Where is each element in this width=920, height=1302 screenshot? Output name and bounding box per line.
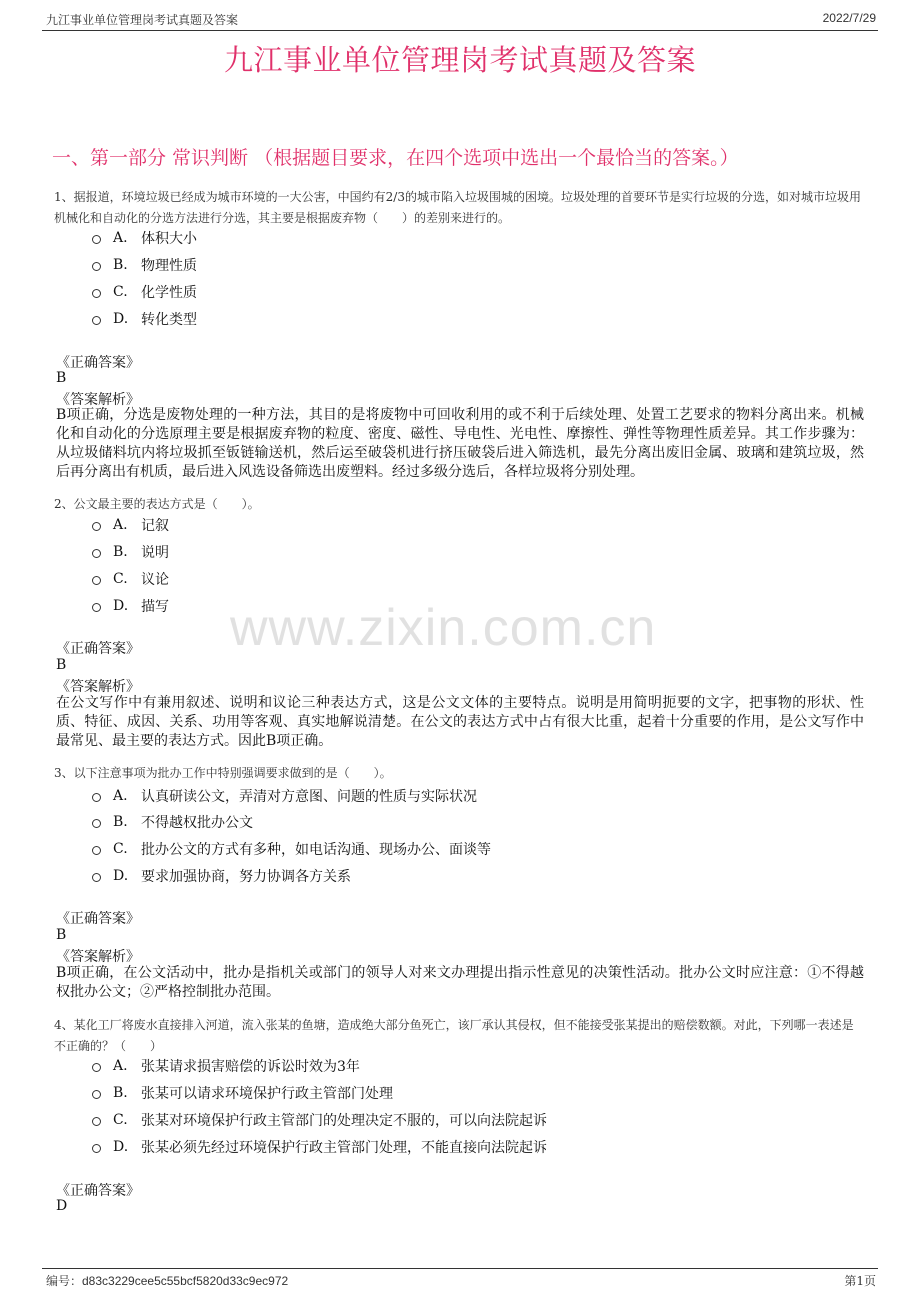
option-item[interactable] [92, 568, 169, 590]
analysis-label: 《答案解析》 [56, 679, 140, 695]
option-letter: B. [113, 257, 128, 273]
option-text: 不得越权批办公文 [141, 815, 253, 831]
footer-doc-code: 编号：d83c3229cee5c55bcf5820d33c9ec972 [46, 1274, 289, 1288]
option-text: 张某必须先经过环境保护行政主管部门处理，不能直接向法院起诉 [141, 1140, 547, 1156]
radio-icon[interactable] [92, 1144, 101, 1153]
option-text: 批办公文的方式有多种，如电话沟通、现场办公、面谈等 [141, 842, 491, 858]
option-letter: C. [113, 571, 128, 587]
correct-answer: B [56, 927, 67, 943]
option-item[interactable] [92, 1082, 393, 1104]
radio-icon[interactable] [92, 1090, 101, 1099]
footer-page-number: 第1页 [844, 1274, 876, 1288]
option-text: 张某请求损害赔偿的诉讼时效为3年 [141, 1059, 360, 1075]
option-text: 体积大小 [141, 231, 197, 247]
radio-icon[interactable] [92, 522, 101, 531]
analysis-text: B项正确，分选是废物处理的一种方法，其目的是将废物中可回收利用的或不利于后续处理、处置工艺要求的物料分离出来。机械化和自动化的分选原理主要是根据废弃物的粒度、密度、磁性、导电性、光电性、摩擦性、弹性等物理性质差异。其工作步骤为：从垃圾储料坑内将垃圾抓至钣链输送机，然后运至破袋机进行挤压破袋后进入筛选机，最先分离出废旧金属、玻璃和建筑垃圾，然后再分离出有机质，最后进入风选设备筛选出废塑料。经过多级分选后，各样垃圾将分别处理。 [56, 407, 864, 480]
option-text: 转化类型 [141, 312, 197, 328]
radio-icon[interactable] [92, 235, 101, 244]
option-text: 描写 [141, 599, 169, 615]
option-item[interactable] [92, 1109, 547, 1131]
radio-icon[interactable] [92, 793, 101, 802]
question-stem: 2、公文最主要的表达方式是（ ）。 [54, 497, 260, 511]
question-stem: 1、据报道，环境垃圾已经成为城市环境的一大公害，中国约有2/3的城市陷入垃圾围城的困境。垃圾处理的首要环节是实行垃圾的分选，如对城市垃圾用机械化和自动化的分选方法进行分选，其主要是根据废弃物（ ）的差别来进行的。 [54, 190, 861, 225]
radio-icon[interactable] [92, 576, 101, 585]
option-item[interactable] [92, 281, 197, 303]
radio-icon[interactable] [92, 603, 101, 612]
option-letter: A. [113, 788, 128, 804]
option-text: 张某可以请求环境保护行政主管部门处理 [141, 1086, 393, 1102]
radio-icon[interactable] [92, 846, 101, 855]
radio-icon[interactable] [92, 1117, 101, 1126]
option-letter: D. [113, 311, 129, 327]
option-letter: D. [113, 868, 129, 884]
option-letter: D. [113, 598, 129, 614]
option-text: 化学性质 [141, 285, 197, 301]
correct-answer-label: 《正确答案》 [56, 641, 140, 657]
option-item[interactable] [92, 308, 197, 330]
header-doc-title: 九江事业单位管理岗考试真题及答案 [46, 13, 239, 27]
option-text: 说明 [141, 545, 169, 561]
option-item[interactable] [92, 254, 197, 276]
correct-answer-label: 《正确答案》 [56, 1183, 140, 1199]
option-letter: B. [113, 1085, 128, 1101]
correct-answer: D [56, 1198, 68, 1214]
option-letter: B. [113, 814, 128, 830]
option-text: 张某对环境保护行政主管部门的处理决定不服的，可以向法院起诉 [141, 1113, 547, 1129]
option-letter: C. [113, 1112, 128, 1128]
option-item[interactable] [92, 838, 491, 860]
option-letter: B. [113, 544, 128, 560]
radio-icon[interactable] [92, 873, 101, 882]
document-title: 九江事业单位管理岗考试真题及答案 [223, 43, 696, 77]
option-text: 物理性质 [141, 258, 197, 274]
question-stem: 3、以下注意事项为批办工作中特别强调要求做到的是（ ）。 [54, 766, 392, 780]
option-text: 要求加强协商，努力协调各方关系 [141, 869, 351, 885]
option-item[interactable] [92, 785, 477, 807]
header-date: 2022/7/29 [822, 11, 876, 25]
correct-answer-label: 《正确答案》 [56, 355, 140, 371]
option-letter: C. [113, 284, 128, 300]
footer-divider [42, 1268, 878, 1269]
analysis-label: 《答案解析》 [56, 949, 140, 965]
option-item[interactable] [92, 514, 169, 536]
option-text: 议论 [141, 572, 169, 588]
header-divider [42, 30, 878, 31]
option-letter: A. [113, 517, 128, 533]
option-letter: A. [113, 230, 128, 246]
analysis-text: 在公文写作中有兼用叙述、说明和议论三种表达方式，这是公文文体的主要特点。说明是用简明扼要的文字，把事物的形状、性质、特征、成因、关系、功用等客观、真实地解说清楚。在公文的表达方式中占有很大比重，起着十分重要的作用，是公文写作中最常见、最主要的表达方式。因此B项正确。 [56, 695, 864, 749]
section-title: 一、第一部分 常识判断 （根据题目要求，在四个选项中选出一个最恰当的答案。） [52, 147, 739, 169]
option-item[interactable] [92, 595, 169, 617]
option-item[interactable] [92, 1136, 547, 1158]
option-item[interactable] [92, 227, 197, 249]
option-item[interactable] [92, 811, 253, 833]
radio-icon[interactable] [92, 549, 101, 558]
radio-icon[interactable] [92, 1063, 101, 1072]
option-letter: D. [113, 1139, 129, 1155]
radio-icon[interactable] [92, 316, 101, 325]
correct-answer-label: 《正确答案》 [56, 911, 140, 927]
radio-icon[interactable] [92, 289, 101, 298]
analysis-label: 《答案解析》 [56, 392, 140, 408]
radio-icon[interactable] [92, 262, 101, 271]
option-text: 记叙 [141, 518, 169, 534]
question-stem: 4、某化工厂将废水直接排入河道，流入张某的鱼塘，造成绝大部分鱼死亡，该厂承认其侵权，但不能接受张某提出的赔偿数额。对此，下列哪一表述是不正确的？（ ） [54, 1018, 854, 1053]
option-text: 认真研读公文，弄清对方意图、问题的性质与实际状况 [141, 789, 477, 805]
option-letter: C. [113, 841, 128, 857]
option-letter: A. [113, 1058, 128, 1074]
correct-answer: B [56, 370, 67, 386]
option-item[interactable] [92, 541, 169, 563]
correct-answer: B [56, 657, 67, 673]
analysis-text: B项正确，在公文活动中，批办是指机关或部门的领导人对来文办理提出指示性意见的决策性活动。批办公文时应注意：①不得越权批办公文；②严格控制批办范围。 [56, 965, 864, 1000]
watermark: www.zixin.com.cn [230, 599, 657, 657]
option-item[interactable] [92, 865, 351, 887]
radio-icon[interactable] [92, 819, 101, 828]
option-item[interactable] [92, 1055, 360, 1077]
